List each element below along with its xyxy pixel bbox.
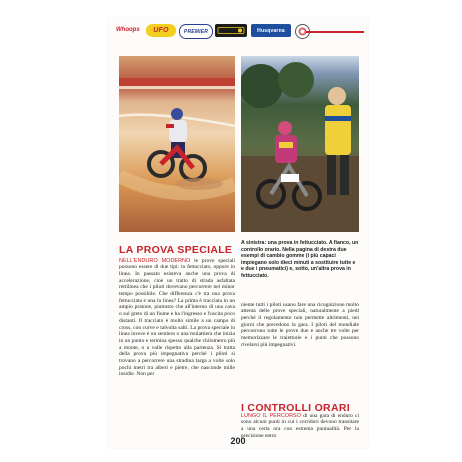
- magazine-page: [108, 18, 368, 448]
- section-lead-prova-speciale: NELL'ENDURO MODERNO: [119, 257, 191, 264]
- sponsor-bar: [116, 24, 366, 38]
- section-text-controlli-orari: di una gara di enduro ci sono alcuni punti in cui i corridori devono transitare a una certa ora con estrema puntualità. Per la precisione entro: [241, 412, 360, 439]
- page-number: 200: [230, 436, 246, 446]
- section-text-prova-speciale: le prove speciali possono essere di due tipi: in fettucciato, oppure in linea. In passato esisteva anche una prova di accelerazione, cioè un tratto di strada asfaltata rettilinea che i piloti dovevano percorrere nel minor tempo possibile. Che differenza c'è tra una prova fettucciata e una in linea? La prima è tracciata in un ampio pratone, piuttosto che all'interno di una cava o sul greto di un fiume e ha l'ingresso e l'uscita poco distanti. Il tracciato è molto simile a un campo di cross, con curve e talvolta salti. La prova speciale in linea invece è un sentiero o una mulattiera che inizia in un punto e termina spesso qualche chilometro più a monte, o a valle rispetto alla partenza. Si tratta della prova più impegnativa perché i piloti si trovano a percorrere una stradina larga a volte solo pochi metri tra alberi e pietre, che nasconde mille insidie. Non per: [119, 257, 235, 378]
- header-rule: [306, 31, 364, 33]
- section-continuation-prova-speciale: niente tutti i piloti usano fare una ricognizione molto attenta delle prove speciali, naturalmente a piedi perché il regolamento non permette altrimenti, nei giorni che precedono la gara. I piloti del mondiale percorrono tutte le prove due e anche tre volte per memorizzare le traiettorie e i punti che possono rivelarsi più impegnativi.: [241, 301, 359, 348]
- ufo-logo: UFO: [146, 24, 176, 37]
- rider-photo-graphic: [119, 56, 235, 232]
- husqvarna-logo: Husqvarna: [251, 24, 291, 37]
- sponsor-whoops: Whoops: [116, 27, 140, 33]
- sponsor-logo-icon: [217, 26, 245, 35]
- premier-logo: PREMIER: [179, 24, 213, 39]
- sponsor-logo: [215, 24, 247, 37]
- photo-caption: A sinistra: una prova in fettucciato. A fianco, un controllo orario. Nella pagina di destra due esempi di cambio gomme (i più capaci impiegano solo dieci minuti a sostituire tutte e e due i pneumatici) e, sotto, un'altra prova in fettucciato.: [241, 240, 359, 279]
- section-title-prova-speciale: LA PROVA SPECIALE: [119, 244, 233, 257]
- section-body-prova-speciale: [119, 258, 235, 379]
- photo-speciale: [119, 56, 235, 232]
- photo-controllo: [241, 56, 359, 232]
- section-title-controlli-orari: I CONTROLLI ORARI: [241, 401, 350, 414]
- control-photo-graphic: [241, 56, 359, 232]
- section-lead-controlli-orari: LUNGO IL PERCORSO: [241, 412, 301, 419]
